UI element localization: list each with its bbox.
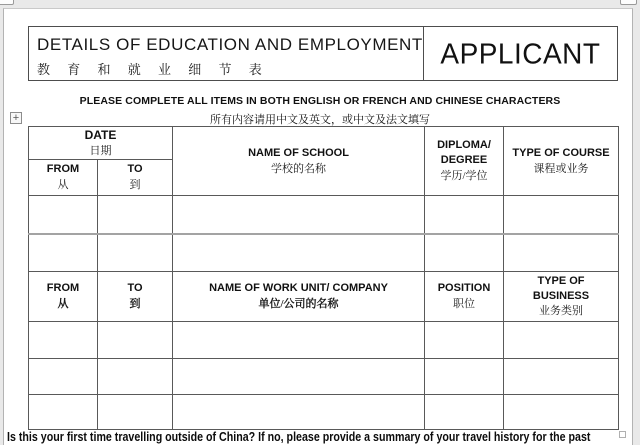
employment-entry-cell[interactable] <box>29 395 98 430</box>
education-entry-cell[interactable] <box>504 196 619 234</box>
diploma-label-en-2: DEGREE <box>440 154 488 167</box>
employment-entry-cell[interactable] <box>425 322 504 359</box>
employment-entry-cell[interactable] <box>504 322 619 359</box>
company-label-en: NAME OF WORK UNIT/ COMPANY <box>209 282 388 295</box>
position-label-en: POSITION <box>437 282 491 295</box>
plus-icon: + <box>12 111 20 124</box>
education-entry-cell[interactable] <box>29 196 98 234</box>
employment-entry-cell[interactable] <box>504 359 619 395</box>
emp-from-label-en: FROM <box>46 282 80 295</box>
position-label-zh: 职位 <box>453 298 475 311</box>
table-move-handle-icon[interactable] <box>10 112 22 124</box>
form-title-english: DETAILS OF EDUCATION AND EMPLOYMENT <box>37 35 423 54</box>
edu-to-label-en: TO <box>127 163 143 176</box>
form-title-chinese: 教 育 和 就 业 细 节 表 <box>37 62 269 77</box>
business-header-cell <box>504 272 619 322</box>
date-label-zh: 日期 <box>89 145 112 158</box>
applicant-label-cell <box>423 27 617 80</box>
emp-to-label-zh: 到 <box>129 298 141 311</box>
school-label-zh: 学校的名称 <box>271 162 326 175</box>
employment-entry-row <box>29 322 619 359</box>
education-entry-cell[interactable] <box>425 234 504 272</box>
edu-to-header-cell <box>98 160 173 196</box>
employment-entry-cell[interactable] <box>98 322 173 359</box>
edu-from-label-zh: 从 <box>57 179 69 192</box>
company-label-zh: 单位/公司的名称 <box>258 298 339 311</box>
employment-entry-cell[interactable] <box>98 359 173 395</box>
education-entry-cell[interactable] <box>98 196 173 234</box>
instruction-line-chinese: 所有内容请用中文及英文，或中文及法文填写 <box>210 114 430 126</box>
school-header-cell <box>173 127 425 196</box>
employment-entry-cell[interactable] <box>29 322 98 359</box>
education-entry-cell[interactable] <box>98 234 173 272</box>
company-header-cell <box>173 272 425 322</box>
page-corner-widget-left <box>0 0 14 5</box>
business-label-en-1: TYPE OF <box>537 274 585 287</box>
employment-entry-cell[interactable] <box>173 359 425 395</box>
employment-entry-row <box>29 359 619 395</box>
education-entry-cell[interactable] <box>425 196 504 234</box>
emp-to-header-cell <box>98 272 173 322</box>
employment-header-row <box>29 272 619 322</box>
education-entry-cell[interactable] <box>173 234 425 272</box>
form-title-box <box>28 26 618 81</box>
applicant-label: APPLICANT <box>440 36 601 70</box>
education-entry-cell[interactable] <box>504 234 619 272</box>
employment-entry-cell[interactable] <box>504 395 619 430</box>
employment-entry-cell[interactable] <box>29 359 98 395</box>
education-entry-row <box>29 234 619 272</box>
form-title-cell <box>29 27 423 80</box>
course-label-en: TYPE OF COURSE <box>512 146 610 159</box>
education-entry-cell[interactable] <box>29 234 98 272</box>
edu-from-header-cell <box>29 160 98 196</box>
date-label-en: DATE <box>84 128 117 142</box>
emp-to-label-en: TO <box>127 282 143 295</box>
employment-entry-cell[interactable] <box>425 359 504 395</box>
emp-from-header-cell <box>29 272 98 322</box>
diploma-label-zh: 学历/学位 <box>440 169 488 182</box>
instruction-line-english: PLEASE COMPLETE ALL ITEMS IN BOTH ENGLISH OR FRENCH AND CHINESE CHARACTERS <box>79 95 561 107</box>
employment-entry-cell[interactable] <box>173 322 425 359</box>
education-entry-row <box>29 196 619 234</box>
diploma-label-en-1: DIPLOMA/ <box>437 139 491 152</box>
edu-to-label-zh: 到 <box>129 179 141 192</box>
employment-entry-cell[interactable] <box>425 395 504 430</box>
edu-from-label-en: FROM <box>46 163 80 176</box>
business-label-zh: 业务类别 <box>539 305 583 318</box>
business-label-en-2: BUSINESS <box>532 289 590 302</box>
diploma-header-cell <box>425 127 504 196</box>
date-header-cell <box>29 127 173 160</box>
employment-entry-row <box>29 395 619 430</box>
page-corner-widget-right <box>620 0 637 5</box>
education-employment-table <box>28 126 619 430</box>
course-header-cell <box>504 127 619 196</box>
education-header-row-1 <box>29 127 619 160</box>
position-header-cell <box>425 272 504 322</box>
school-label-en: NAME OF SCHOOL <box>248 146 349 159</box>
employment-entry-cell[interactable] <box>173 395 425 430</box>
course-label-zh: 课程或业务 <box>533 162 589 175</box>
education-entry-cell[interactable] <box>173 196 425 234</box>
emp-from-label-zh: 从 <box>57 298 69 311</box>
travel-history-question: Is this your first time travelling outside of China? If no, please provide a summary of your travel history for the past <box>7 429 591 444</box>
employment-entry-cell[interactable] <box>98 395 173 430</box>
